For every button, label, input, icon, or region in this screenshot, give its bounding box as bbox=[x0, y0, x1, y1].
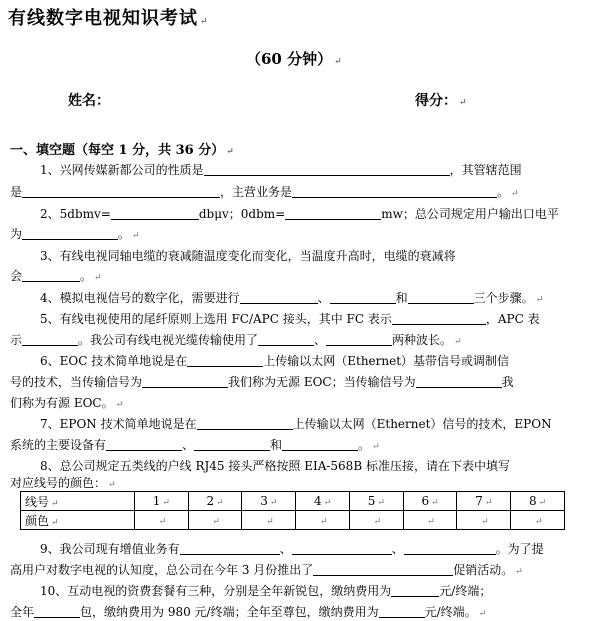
color-answer-cell[interactable]: ↵ bbox=[457, 511, 511, 530]
wire-number-cell: 4 ↵ bbox=[296, 492, 350, 511]
table-row-label: 颜色 ↵ bbox=[21, 511, 135, 530]
color-answer-cell[interactable]: ↵ bbox=[296, 511, 350, 530]
score-label: 得分： ↵ bbox=[415, 93, 467, 109]
color-answer-cell[interactable]: ↵ bbox=[511, 511, 565, 530]
question-7-line-2: 系统的主要设备有 、 和 。 ↵ bbox=[10, 438, 380, 452]
wire-number-cell: 2 ↵ bbox=[188, 492, 242, 511]
color-answer-cell[interactable]: ↵ bbox=[349, 511, 403, 530]
question-1-line-1: 1、兴网传媒新都公司的性质是 ，其管辖范围 bbox=[40, 163, 522, 177]
wire-number-cell: 8 ↵ bbox=[511, 492, 565, 511]
question-10-line-2: 全年 包，缴纳费用为 980 元/终端；全年至尊包，缴纳费用为 元/终端。 ↵ bbox=[10, 605, 487, 619]
document-title: 有线数字电视知识考试 ↵ bbox=[8, 8, 209, 29]
question-1-line-2: 是 ，主营业务是 。 ↵ bbox=[10, 185, 519, 199]
question-2-line-1: 2、5dbmv= dbμv；0dbm= mw；总公司规定用户输出口电平 bbox=[40, 207, 559, 221]
color-answer-cell[interactable]: ↵ bbox=[403, 511, 457, 530]
table-row bbox=[21, 492, 565, 511]
section-heading: 一、填空题（每空 1 分，共 36 分） ↵ bbox=[10, 143, 234, 158]
wire-number-cell: 6 ↵ bbox=[403, 492, 457, 511]
question-10-line-1: 10、互动电视的资费套餐有三种，分别是全年新锐包，缴纳费用为 元/终端； bbox=[40, 584, 492, 598]
question-3-line-2: 会 。 ↵ bbox=[10, 269, 102, 283]
table-row bbox=[21, 511, 565, 530]
question-6-line-1: 6、EOC 技术简单地说是在 上传输以太网（Ethernet）基带信号或调制信 bbox=[40, 354, 510, 368]
question-6-line-2: 号的技术，当传输信号为 我们称为无源 EOC；当传输信号为 我 bbox=[10, 375, 514, 389]
question-4: 4、模拟电视信号的数字化，需要进行 、 和 三个步骤。 ↵ bbox=[40, 291, 544, 305]
document-subtitle: （60 分钟） ↵ bbox=[246, 50, 342, 68]
color-answer-cell[interactable]: ↵ bbox=[242, 511, 296, 530]
wire-number-cell: 1 ↵ bbox=[134, 492, 188, 511]
question-3-line-1: 3、有线电视同轴电缆的衰减随温度变化而变化，当温度升高时，电缆的衰减将 bbox=[40, 249, 456, 263]
question-5-line-2: 示 。我公司有线电视光缆传输使用了 、 两种波长。 ↵ bbox=[10, 333, 462, 347]
color-answer-cell[interactable]: ↵ bbox=[188, 511, 242, 530]
wire-number-cell: 3 ↵ bbox=[242, 492, 296, 511]
wire-number-cell: 5 ↵ bbox=[349, 492, 403, 511]
question-7-line-1: 7、EPON 技术简单地说是在 上传输以太网（Ethernet）信号的技术，EPON bbox=[40, 417, 552, 431]
color-answer-cell[interactable]: ↵ bbox=[134, 511, 188, 530]
table-row-label: 线号 ↵ bbox=[21, 492, 135, 511]
question-9-line-2: 高用户对数字电视的认知度，总公司在今年 3 月份推出了 促销活动。 ↵ bbox=[10, 563, 523, 577]
name-label: 姓名： bbox=[68, 93, 110, 109]
question-6-line-3: 们称为有源 EOC。 ↵ bbox=[10, 396, 124, 410]
question-9-line-1: 9、我公司现有增值业务有 、 、 。为了提 bbox=[40, 542, 544, 556]
wire-color-table bbox=[20, 491, 565, 530]
wire-number-cell: 7 ↵ bbox=[457, 492, 511, 511]
question-8-line-1: 8、总公司规定五类线的户线 RJ45 接头严格按照 EIA-568B 标准压接，请在下表中填写 bbox=[40, 459, 510, 473]
question-2-line-2: 为 。 ↵ bbox=[10, 227, 140, 241]
question-8-line-2: 对应线号的颜色： ↵ bbox=[10, 476, 116, 490]
question-5-line-1: 5、有线电视使用的尾纤原则上选用 FC/APC 接头，其中 FC 表示 ，APC 表 bbox=[40, 312, 540, 326]
